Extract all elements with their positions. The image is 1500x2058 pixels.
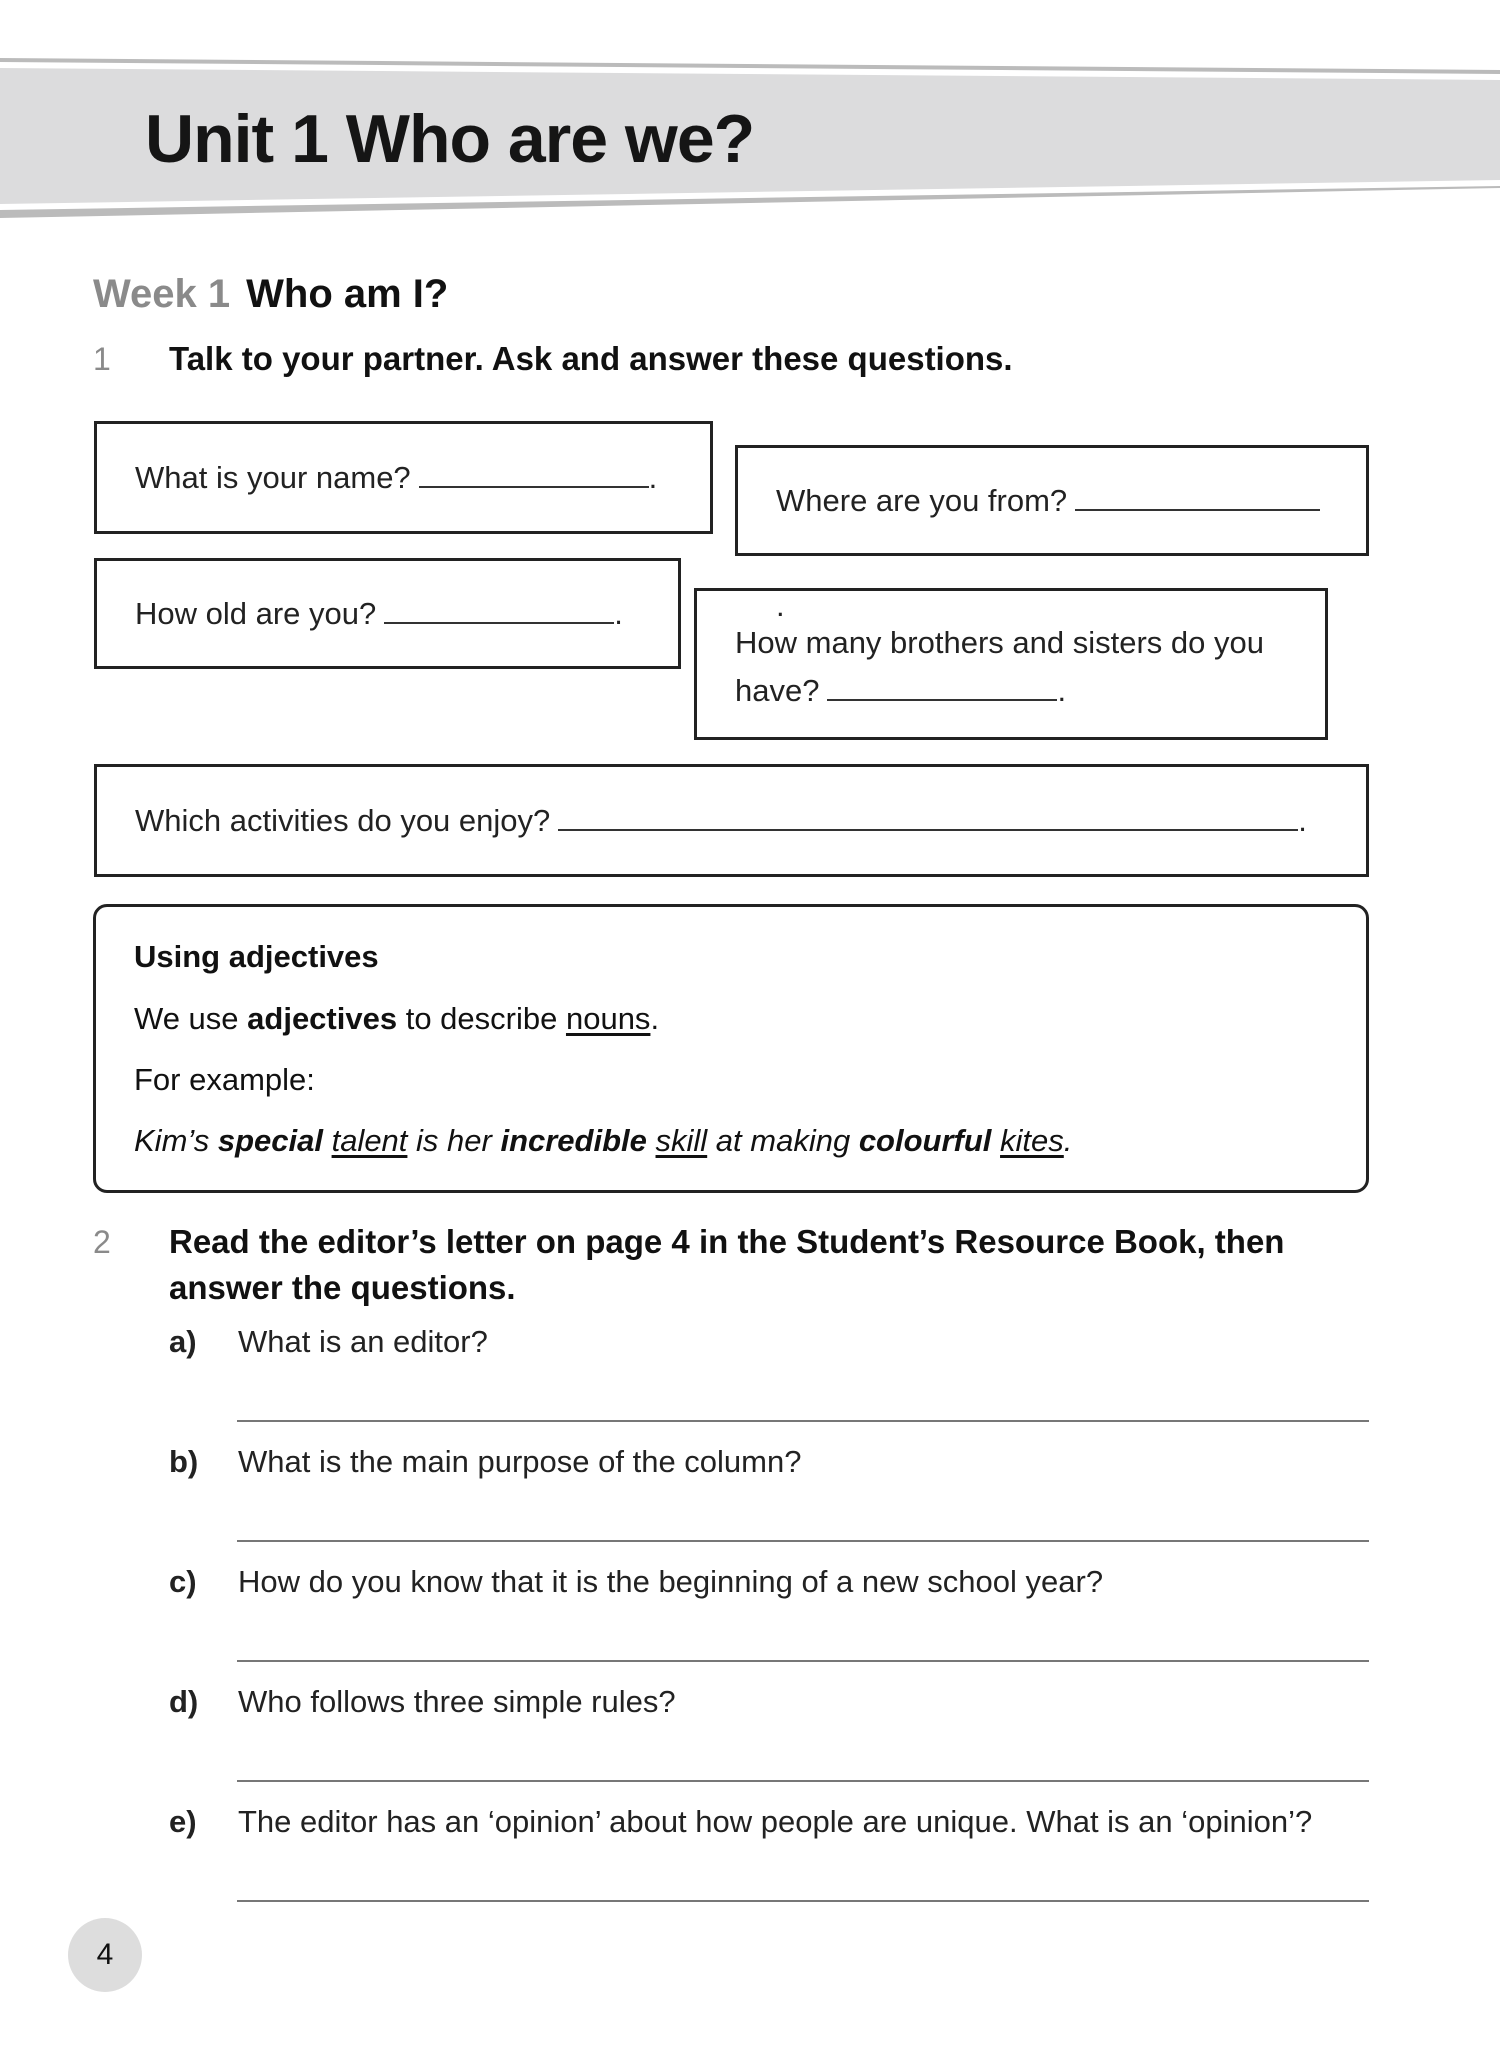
question-label: d) <box>169 1684 199 1719</box>
unit-title: Unit 1 Who are we? <box>145 101 755 177</box>
question-text: How do you know that it is the beginning of a new school year? <box>238 1564 1104 1599</box>
text: at making <box>707 1123 859 1158</box>
text: . <box>1063 1123 1073 1158</box>
answer-line[interactable] <box>237 1420 1369 1422</box>
text: Kim’s <box>134 1123 218 1158</box>
adjectives-definition <box>134 1001 659 1037</box>
question-text: The editor has an ‘opinion’ about how people are unique. What is an ‘opinion’? <box>238 1804 1313 1839</box>
exercise-number: 1 <box>93 341 111 377</box>
noun: kites <box>1000 1123 1064 1158</box>
question-text: have? <box>735 673 820 708</box>
exercise-2-instruction <box>93 1219 1284 1311</box>
using-adjectives-box <box>93 904 1369 1193</box>
text: is her <box>407 1123 501 1158</box>
example-sentence <box>134 1123 1072 1159</box>
page-number: 4 <box>68 1918 142 1992</box>
question-text: How many brothers and sisters do you <box>735 625 1264 660</box>
question-text: How old are you? <box>135 596 377 631</box>
question-box-from: Where are you from?. <box>735 445 1369 556</box>
answer-blank[interactable] <box>419 460 649 488</box>
text: to describe <box>397 1001 566 1036</box>
question-text: What is your name? <box>135 460 411 495</box>
question-text: What is the main purpose of the column? <box>238 1444 802 1479</box>
bold-term: adjectives <box>247 1001 398 1036</box>
answer-blank[interactable] <box>384 596 614 624</box>
instruction-text: Talk to your partner. Ask and answer these questions. <box>169 340 1013 377</box>
answer-blank[interactable] <box>827 673 1057 701</box>
answer-blank[interactable] <box>1075 483 1320 511</box>
question-box-activities: Which activities do you enjoy? . <box>94 764 1369 877</box>
text <box>323 1123 332 1158</box>
week-title: Who am I? <box>246 272 449 316</box>
answer-line[interactable] <box>237 1900 1369 1902</box>
adjective: incredible <box>500 1123 647 1158</box>
question-text: Where are you from? <box>776 483 1068 518</box>
question-box-age: How old are you? . <box>94 558 681 669</box>
question-label: a) <box>169 1324 197 1359</box>
question-label: b) <box>169 1444 199 1479</box>
question-label: c) <box>169 1564 197 1599</box>
question-text: Who follows three simple rules? <box>238 1684 676 1719</box>
noun: skill <box>655 1123 708 1158</box>
adjective: special <box>217 1123 323 1158</box>
adjective: colourful <box>858 1123 992 1158</box>
question-label: e) <box>169 1804 197 1839</box>
instruction-text: Read the editor’s letter on page 4 in the Student’s Resource Book, then <box>169 1223 1285 1260</box>
text: . <box>650 1001 660 1036</box>
question-box-siblings: How many brothers and sisters do you have? . <box>694 588 1328 740</box>
answer-blank[interactable] <box>558 803 1298 831</box>
week-label: Week 1 <box>93 272 231 316</box>
week-heading <box>93 272 448 317</box>
question-box-name: What is your name? . <box>94 421 713 534</box>
underlined-term: nouns <box>565 1001 651 1036</box>
text <box>991 1123 1000 1158</box>
question-text: What is an editor? <box>238 1324 488 1359</box>
answer-line[interactable] <box>237 1540 1369 1542</box>
text <box>647 1123 656 1158</box>
answer-line[interactable] <box>237 1780 1369 1782</box>
instruction-text: answer the questions. <box>169 1269 516 1306</box>
question-text: Which activities do you enjoy? <box>135 803 551 838</box>
exercise-number: 2 <box>93 1224 111 1260</box>
for-example: For example: <box>134 1062 315 1097</box>
text: We use <box>134 1001 248 1036</box>
exercise-1-instruction <box>93 336 1013 382</box>
box-heading: Using adjectives <box>134 939 379 974</box>
noun: talent <box>331 1123 408 1158</box>
answer-line[interactable] <box>237 1660 1369 1662</box>
